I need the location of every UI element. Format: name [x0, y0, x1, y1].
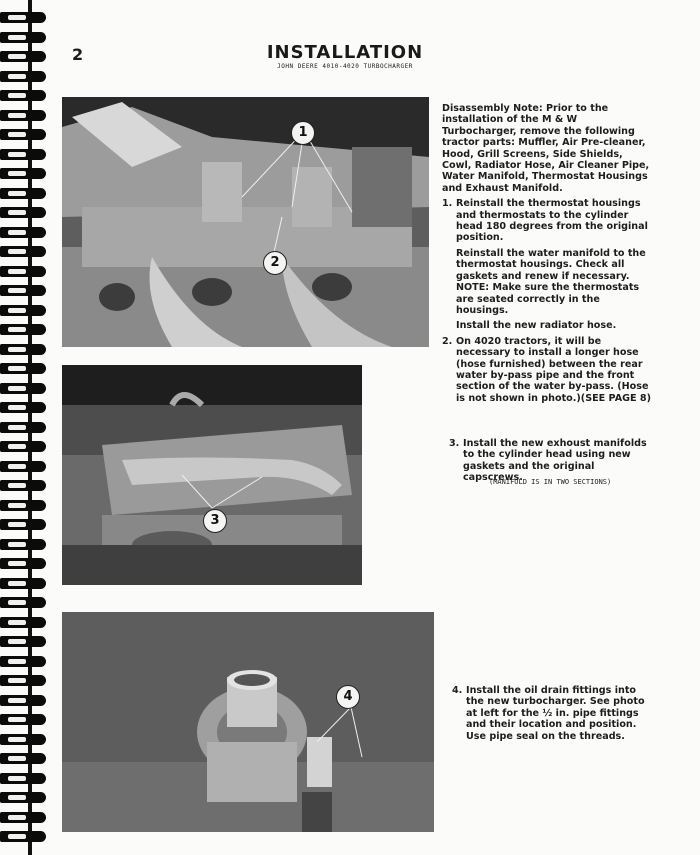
- binding-coil: [0, 344, 46, 355]
- photo-turbocharger: [62, 612, 434, 832]
- binding-coil: [0, 792, 46, 803]
- binding-coil: [0, 188, 46, 199]
- step-1-paragraph-2: Reinstall the water manifold to the thermostat housings. Check all gaskets and renew if necessary. NOTE: Make sure the thermostats are seated correctly in the housings.: [456, 247, 646, 316]
- binding-coil: [0, 812, 46, 823]
- page-number: 2: [72, 45, 84, 64]
- binding-coil: [0, 636, 46, 647]
- binding-coil: [0, 32, 46, 43]
- spiral-binding: [0, 0, 48, 855]
- callout-4: 4: [336, 685, 360, 709]
- binding-coil: [0, 480, 46, 491]
- binding-coil: [0, 383, 46, 394]
- step-1-paragraph-3: Install the new radiator hose.: [456, 320, 617, 332]
- binding-coil: [0, 207, 46, 218]
- binding-coil: [0, 773, 46, 784]
- step-4: [452, 685, 648, 742]
- binding-coil: [0, 129, 46, 140]
- binding-coil: [0, 227, 46, 238]
- binding-coil: [0, 578, 46, 589]
- binding-coil: [0, 597, 46, 608]
- binding-coil: [0, 500, 46, 511]
- step-3-number: 3.: [449, 438, 460, 449]
- binding-coil: [0, 363, 46, 374]
- binding-coil: [0, 734, 46, 745]
- binding-coil: [0, 617, 46, 628]
- binding-coil: [0, 402, 46, 413]
- section1-text: [442, 103, 654, 408]
- photo-thermostat-housings: [62, 97, 429, 347]
- binding-coil: [0, 305, 46, 316]
- manifold-note: (MANIFOLD IS IN TWO SECTIONS): [489, 478, 612, 486]
- binding-coil: [0, 831, 46, 842]
- binding-coil: [0, 285, 46, 296]
- binding-coil: [0, 461, 46, 472]
- binding-coil: [0, 695, 46, 706]
- binding-coil: [0, 71, 46, 82]
- step-4-number: 4.: [452, 685, 463, 696]
- page-subtitle: JOHN DEERE 4010-4020 TURBOCHARGER: [277, 63, 413, 70]
- binding-coil: [0, 324, 46, 335]
- step-1-text: Reinstall the thermostat housings and thermostats to the cylinder head 180 degrees from the original position.: [456, 198, 648, 244]
- step-2-number: 2.: [442, 335, 453, 347]
- callout-1: 1: [291, 121, 315, 145]
- binding-coil: [0, 558, 46, 569]
- section3-text: [452, 685, 648, 746]
- binding-coil: [0, 149, 46, 160]
- photo-exhaust-manifolds: [62, 365, 362, 585]
- step-3: [449, 438, 649, 484]
- binding-coil: [0, 51, 46, 62]
- binding-coil: [0, 675, 46, 686]
- binding-coil: [0, 266, 46, 277]
- step-2-text: On 4020 tractors, it will be necessary to install a longer hose (hose furnished) between the rear water by-pass pipe and the front section of the water by-pass. (Hose is not shown in photo.)(SEE PAGE 8): [456, 335, 651, 404]
- step-1: [442, 198, 654, 331]
- binding-coil: [0, 539, 46, 550]
- callout-2: 2: [263, 251, 287, 275]
- step-1-number: 1.: [442, 198, 453, 210]
- binding-coil: [0, 753, 46, 764]
- callout-3: 3: [203, 509, 227, 533]
- binding-coil: [0, 12, 46, 23]
- binding-coil: [0, 246, 46, 257]
- binding-coil: [0, 168, 46, 179]
- page-title: INSTALLATION: [266, 42, 424, 63]
- step-4-text: Install the oil drain fittings into the new turbocharger. See photo at left for the ½ in. pipe fittings and their location and position. Use pipe seal on the threads.: [466, 685, 645, 742]
- binding-coil: [0, 519, 46, 530]
- step-3-text: Install the new exhoust manifolds to the cylinder head using new gaskets and the original capscrews.: [463, 438, 647, 484]
- binding-coil: [0, 90, 46, 101]
- binding-coil: [0, 714, 46, 725]
- binding-coil: [0, 110, 46, 121]
- step-2: [442, 336, 654, 404]
- binding-coil: [0, 656, 46, 667]
- binding-coil: [0, 422, 46, 433]
- binding-coil: [0, 441, 46, 452]
- disassembly-note: Disassembly Note: Prior to the installation of the M & W Turbocharger, remove the following tractor parts: Muffler, Air Pre-cleaner, Hood, Grill Screens, Side Shields, Cowl, Radiator Hose, Air Cleaner Pipe, Water Manifold, Thermostat Housings and Exhaust Manifold.: [442, 103, 650, 194]
